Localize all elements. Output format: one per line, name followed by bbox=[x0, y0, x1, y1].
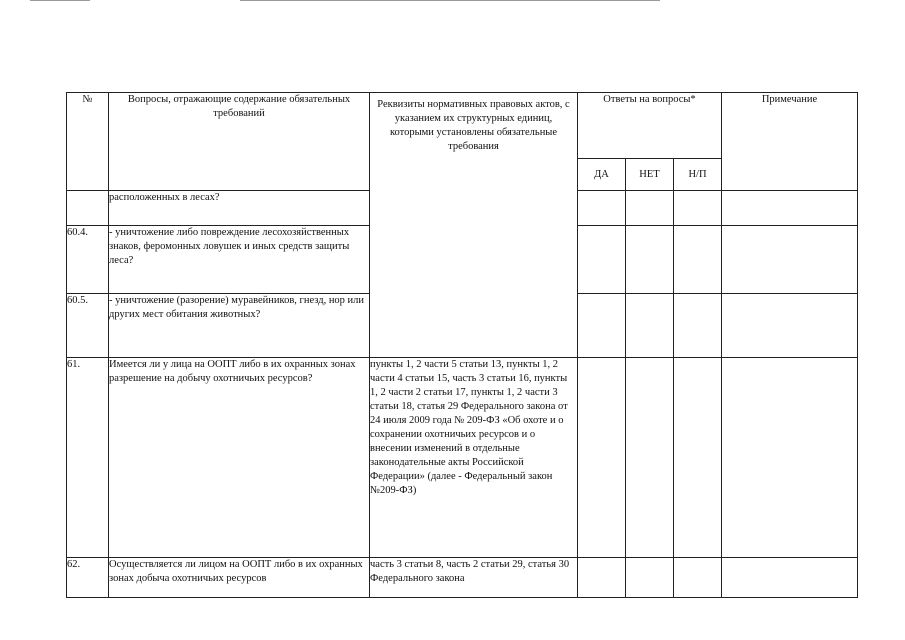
scan-artifact-line bbox=[30, 0, 90, 1]
answer-no-cell bbox=[626, 358, 674, 558]
answer-yes-cell bbox=[578, 226, 626, 294]
header-requisites: Реквизиты нормативных правовых актов, с указанием их структурных единиц, которыми установлены обязательные требования bbox=[377, 99, 570, 152]
scan-artifact-line bbox=[240, 0, 660, 1]
note-cell bbox=[722, 294, 858, 358]
header-note: Примечание bbox=[722, 93, 858, 191]
note-cell bbox=[722, 191, 858, 226]
table-row bbox=[67, 558, 858, 598]
answer-na-cell bbox=[674, 294, 722, 358]
header-answers: Ответы на вопросы* bbox=[578, 93, 722, 159]
row-question: расположенных в лесах? bbox=[109, 191, 370, 226]
answer-no-cell bbox=[626, 558, 674, 598]
answer-na-cell bbox=[674, 358, 722, 558]
table-row bbox=[67, 358, 858, 558]
answer-yes-cell bbox=[578, 191, 626, 226]
row-num: 60.4. bbox=[67, 226, 109, 294]
answer-na-cell bbox=[674, 191, 722, 226]
row-question: Осуществляется ли лицом на ООПТ либо в их охранных зонах добыча охотничьих ресурсов bbox=[109, 558, 370, 598]
requirements-table bbox=[66, 92, 858, 598]
row-question: Имеется ли у лица на ООПТ либо в их охранных зонах разрешение на добычу охотничьих ресурсов? bbox=[109, 358, 370, 558]
header-no: НЕТ bbox=[626, 159, 674, 191]
row-num bbox=[67, 191, 109, 226]
row-num: 61. bbox=[67, 358, 109, 558]
row-requisites: часть 3 статьи 8, часть 2 статьи 29, статья 30 Федерального закона bbox=[370, 558, 578, 598]
note-cell bbox=[722, 358, 858, 558]
answer-no-cell bbox=[626, 294, 674, 358]
row-question: - уничтожение (разорение) муравейников, гнезд, нор или других мест обитания животных? bbox=[109, 294, 370, 358]
answer-na-cell bbox=[674, 558, 722, 598]
answer-no-cell bbox=[626, 191, 674, 226]
header-question: Вопросы, отражающие содержание обязательных требований bbox=[109, 93, 370, 191]
answer-yes-cell bbox=[578, 358, 626, 558]
row-num: 60.5. bbox=[67, 294, 109, 358]
note-cell bbox=[722, 226, 858, 294]
answer-na-cell bbox=[674, 226, 722, 294]
header-num: № bbox=[67, 93, 109, 191]
note-cell bbox=[722, 558, 858, 598]
header-na: Н/П bbox=[674, 159, 722, 191]
header-yes: ДА bbox=[578, 159, 626, 191]
row-question: - уничтожение либо повреждение лесохозяйственных знаков, феромонных ловушек и иных средств защиты леса? bbox=[109, 226, 370, 294]
answer-yes-cell bbox=[578, 558, 626, 598]
answer-no-cell bbox=[626, 226, 674, 294]
row-num: 62. bbox=[67, 558, 109, 598]
row-requisites: пункты 1, 2 части 5 статьи 13, пункты 1, 2 части 4 статьи 15, часть 3 статьи 16, пункты 1, 2 части 2 статьи 17, пункты 1, 2 части 3 статьи 18, статья 29 Федерального закона от 24 июля 2009 года № 209-ФЗ «Об охоте и о сохранении охотничьих ресурсов и о внесении изменений в отдельные законодательные акты Российской Федерации» (далее - Федеральный закон №209-ФЗ) bbox=[370, 358, 578, 558]
header-requisites-cell bbox=[370, 93, 578, 358]
answer-yes-cell bbox=[578, 294, 626, 358]
